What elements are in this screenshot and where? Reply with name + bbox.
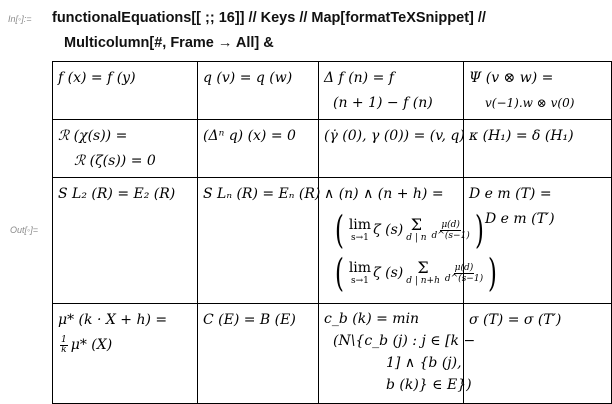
grid-cell-r4c3 xyxy=(319,304,476,404)
sigma-symbol: Σ xyxy=(410,215,423,234)
equation-text: f (x) = f (y) xyxy=(58,70,136,86)
grid-cell-r2c2 xyxy=(198,120,319,178)
output-cell-label: Out[◦]= xyxy=(10,225,38,235)
equation-text: ℛ (χ(s)) = xyxy=(58,128,128,144)
equation-text: v(−1).w ⊗ v(0) xyxy=(485,96,575,110)
limit-expression-2: ( lim s→1 ζ (s) Σ d | n+h $\frac{\mu(d)}{d\^{}(s-1)}$ ) xyxy=(334,251,497,295)
grid-cell-r4c4 xyxy=(464,304,612,404)
equation-text: (γ̇ (0), γ (0)) = (v, q) xyxy=(324,128,465,144)
grid-cell-r3c4 xyxy=(464,178,612,304)
equation-text: C (E) = B (E) xyxy=(203,312,296,328)
input-cell-label: In[◦]:= xyxy=(8,14,32,24)
grid-cell-r4c2 xyxy=(198,304,319,404)
equation-text: Δ f (n) = f xyxy=(324,70,394,86)
equation-text: ∧ (n) ∧ (n + h) = xyxy=(324,186,444,202)
frac-numerator: μ(d) xyxy=(454,262,474,273)
input-code-line-2[interactable]: Multicolumn[#, Frame → All] & xyxy=(64,35,274,51)
grid-cell-r1c1 xyxy=(53,62,198,120)
equation-text: (Δⁿ q) (x) = 0 xyxy=(203,128,296,144)
equation-text xyxy=(58,333,193,358)
equation-text: D e m (T) = xyxy=(469,186,552,202)
frac-numerator: 1 xyxy=(61,334,67,345)
equation-text: S Lₙ (R) = Eₙ (R) xyxy=(203,186,321,202)
equation-text: (N\{c_b (j) : j ∈ [k − xyxy=(333,333,476,349)
frac-denominator: k xyxy=(61,344,67,355)
equation-text: κ (H₁) = δ (H₁) xyxy=(469,128,574,144)
equation-text: Ψ (v ⊗ w) = xyxy=(469,70,554,86)
frac-denominator: d^(s−1) xyxy=(431,230,470,241)
zeta-text: ζ (s) xyxy=(373,221,404,238)
lim-text: lim xyxy=(348,260,372,276)
frac-numerator: μ(d) xyxy=(441,219,460,230)
limit-expression-1: ( lim s→1 ζ (s) Σ d | n $\frac{\mu(d)}{d\^{}(s-1)}$ ) xyxy=(334,208,484,252)
equation-text: q (v) = q (w) xyxy=(203,70,293,86)
grid-cell-r2c1 xyxy=(53,120,198,178)
equation-text: D e m (T′) xyxy=(485,211,555,227)
sum-index: d | n+h xyxy=(406,276,440,286)
grid-cell-r3c3 xyxy=(319,178,497,304)
grid-cell-r1c2 xyxy=(198,62,319,120)
grid-cell-r1c3 xyxy=(319,62,464,120)
lim-subscript: s→1 xyxy=(351,276,369,286)
grid-cell-r3c1 xyxy=(53,178,198,304)
lim-text: lim xyxy=(348,217,372,233)
input-code-line-1[interactable]: functionalEquations[[ ;; 16]] // Keys // Map[formatTeXSnippet] // xyxy=(52,10,486,26)
grid-cell-r2c3 xyxy=(319,120,464,178)
equation-text: (n + 1) − f (n) xyxy=(333,95,433,111)
zeta-text: ζ (s) xyxy=(373,264,404,281)
equation-text: 1] ∧ {b (j), xyxy=(386,355,462,371)
output-multicolumn-grid xyxy=(52,61,612,404)
sigma-symbol: Σ xyxy=(417,258,429,277)
equation-text: μ* (X) xyxy=(70,337,113,353)
grid-cell-r1c4 xyxy=(464,62,612,120)
grid-cell-r4c1 xyxy=(53,304,198,404)
equation-text: c_b (k) = min xyxy=(324,311,420,327)
grid-cell-r2c4 xyxy=(464,120,612,178)
equation-text: S L₂ (R) = E₂ (R) xyxy=(58,186,176,202)
lim-subscript: s→1 xyxy=(351,233,369,243)
equation-text: b (k)} ∈ E}) xyxy=(386,377,472,393)
grid-cell-r3c2 xyxy=(198,178,319,304)
sum-index: d | n xyxy=(406,233,427,243)
equation-text: ℛ (ζ(s)) = 0 xyxy=(74,153,156,169)
equation-text: μ* (k · X + h) = xyxy=(58,312,168,328)
equation-text: σ (T) = σ (T′) xyxy=(469,312,562,328)
frac-denominator: d^(s−1) xyxy=(444,273,484,284)
